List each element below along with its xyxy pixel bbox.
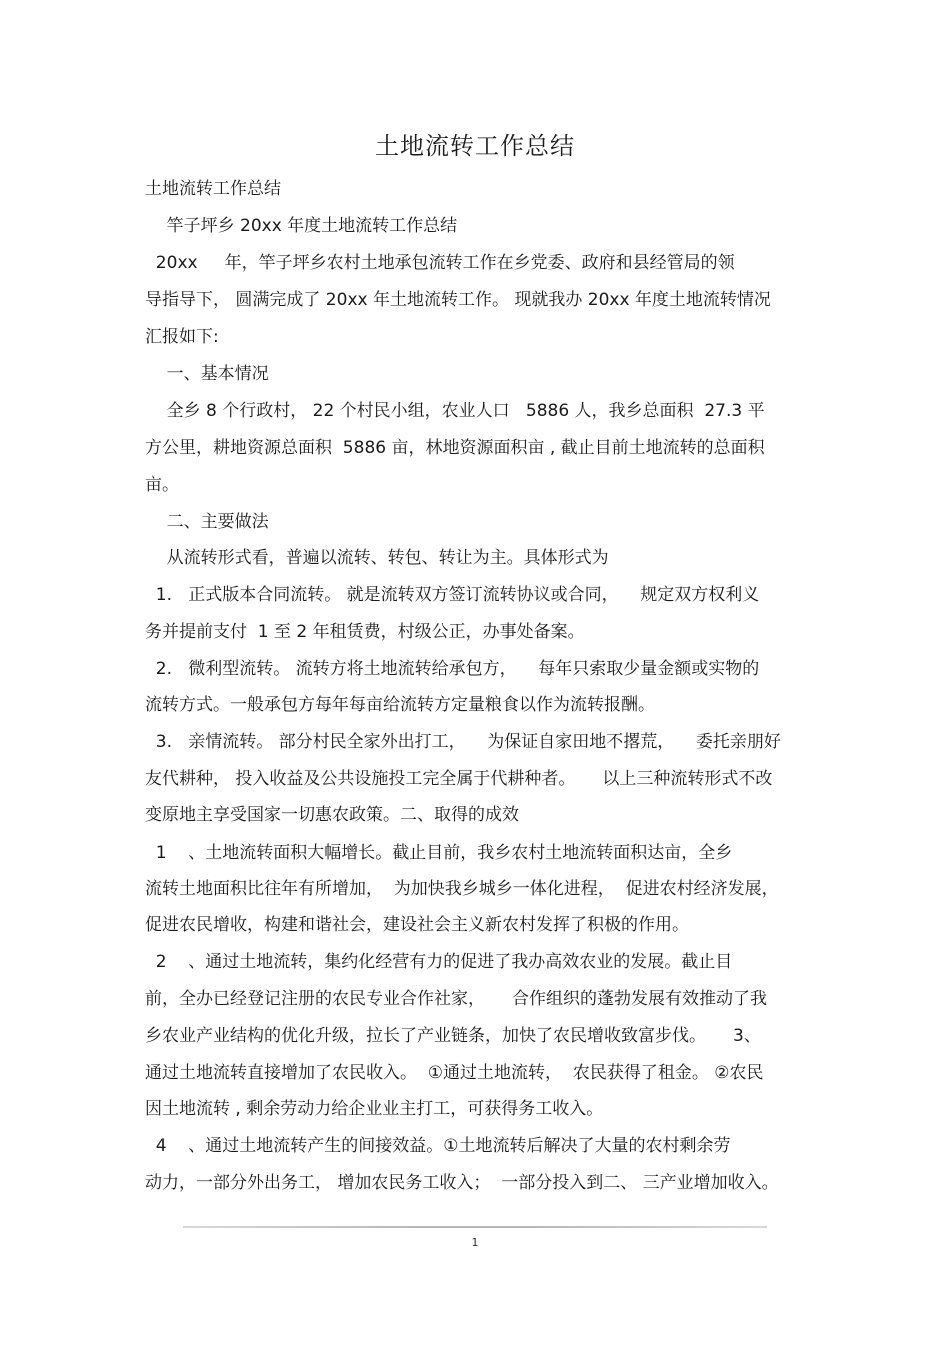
text-line: 乡农业产业结构的优化升级，拉长了产业链条，加快了农民增收致富步伐。 3、 (145, 1026, 761, 1046)
text-line: 2. 微利型流转。 流转方将土地流转给承包方， 每年只索取少量金额或实物的 (145, 659, 760, 679)
text-line: 竿子坪乡 20xx 年度土地流转工作总结 (145, 216, 458, 236)
text-line: 动力，一部分外出务工， 增加农民务工收入； 一部分投入到二、 三产业增加收入。 (145, 1173, 779, 1193)
text-line: 导指导下， 圆满完成了 20xx 年土地流转工作。 现就我办 20xx 年度土地流转情况 (145, 290, 771, 310)
text-line: 亩。 (145, 475, 179, 495)
text-line: 全乡 8 个行政村， 22 个村民小组，农业人口 5886 人，我乡总面积 27.3 平 (145, 401, 765, 421)
text-line: 方公里，耕地资源总面积 5886 亩，林地资源面积亩 , 截止目前土地流转的总面积 (145, 438, 765, 458)
text-line: 20xx 年，竿子坪乡农村土地承包流转工作在乡党委、政府和县经管局的领 (145, 253, 735, 273)
text-line: 土地流转工作总结 (145, 179, 281, 199)
text-line: 1. 正式版本合同流转。 就是流转双方签订流转协议或合同， 规定双方权利义 (145, 585, 760, 605)
text-line: 流转土地面积比往年有所增加， 为加快我乡城乡一体化进程， 促进农村经济发展， (145, 879, 779, 899)
text-line: 变原地主享受国家一切惠农政策。二、取得的成效 (145, 805, 519, 825)
page-number: 1 (471, 1236, 479, 1249)
text-line: 促进农民增收，构建和谐社会，建设社会主义新农村发挥了积极的作用。 (145, 915, 689, 935)
text-line: 前，全办已经登记注册的农民专业合作社家， 合作组织的蓬勃发展有效推动了我 (145, 989, 768, 1009)
text-line: 流转方式。一般承包方每年每亩给流转方定量粮食以作为流转报酬。 (145, 695, 655, 715)
text-line: 2 、通过土地流转，集约化经营有力的促进了我办高效农业的发展。截止目 (145, 952, 733, 972)
section-heading: 一、基本情况 (145, 364, 269, 384)
document-title: 土地流转工作总结 (375, 132, 575, 160)
text-line: 通过土地流转直接增加了农民收入。 ①通过土地流转， 农民获得了租金。 ②农民 (145, 1063, 764, 1083)
text-line: 友代耕种， 投入收益及公共设施投工完全属于代耕种者。 以上三种流转形式不改 (145, 769, 773, 789)
text-line: 务并提前支付 1 至 2 年租赁费，村级公正，办事处备案。 (145, 622, 585, 642)
text-line: 从流转形式看，普遍以流转、转包、转让为主。具体形式为 (145, 548, 609, 568)
text-line: 1 、土地流转面积大幅增长。截止目前，我乡农村土地流转面积达亩，全乡 (145, 843, 733, 863)
section-heading: 二、主要做法 (145, 512, 269, 532)
text-line: 3. 亲情流转。 部分村民全家外出打工， 为保证自家田地不撂荒， 委托亲朋好 (145, 732, 781, 752)
text-line: 因土地流转 , 剩余劳动力给企业业主打工，可获得务工收入。 (145, 1099, 604, 1119)
text-line: 4 、通过土地流转产生的间接效益。①土地流转后解决了大量的农村剩余劳 (145, 1136, 731, 1156)
text-line: 汇报如下: (145, 327, 219, 347)
footer-divider (183, 1226, 767, 1228)
